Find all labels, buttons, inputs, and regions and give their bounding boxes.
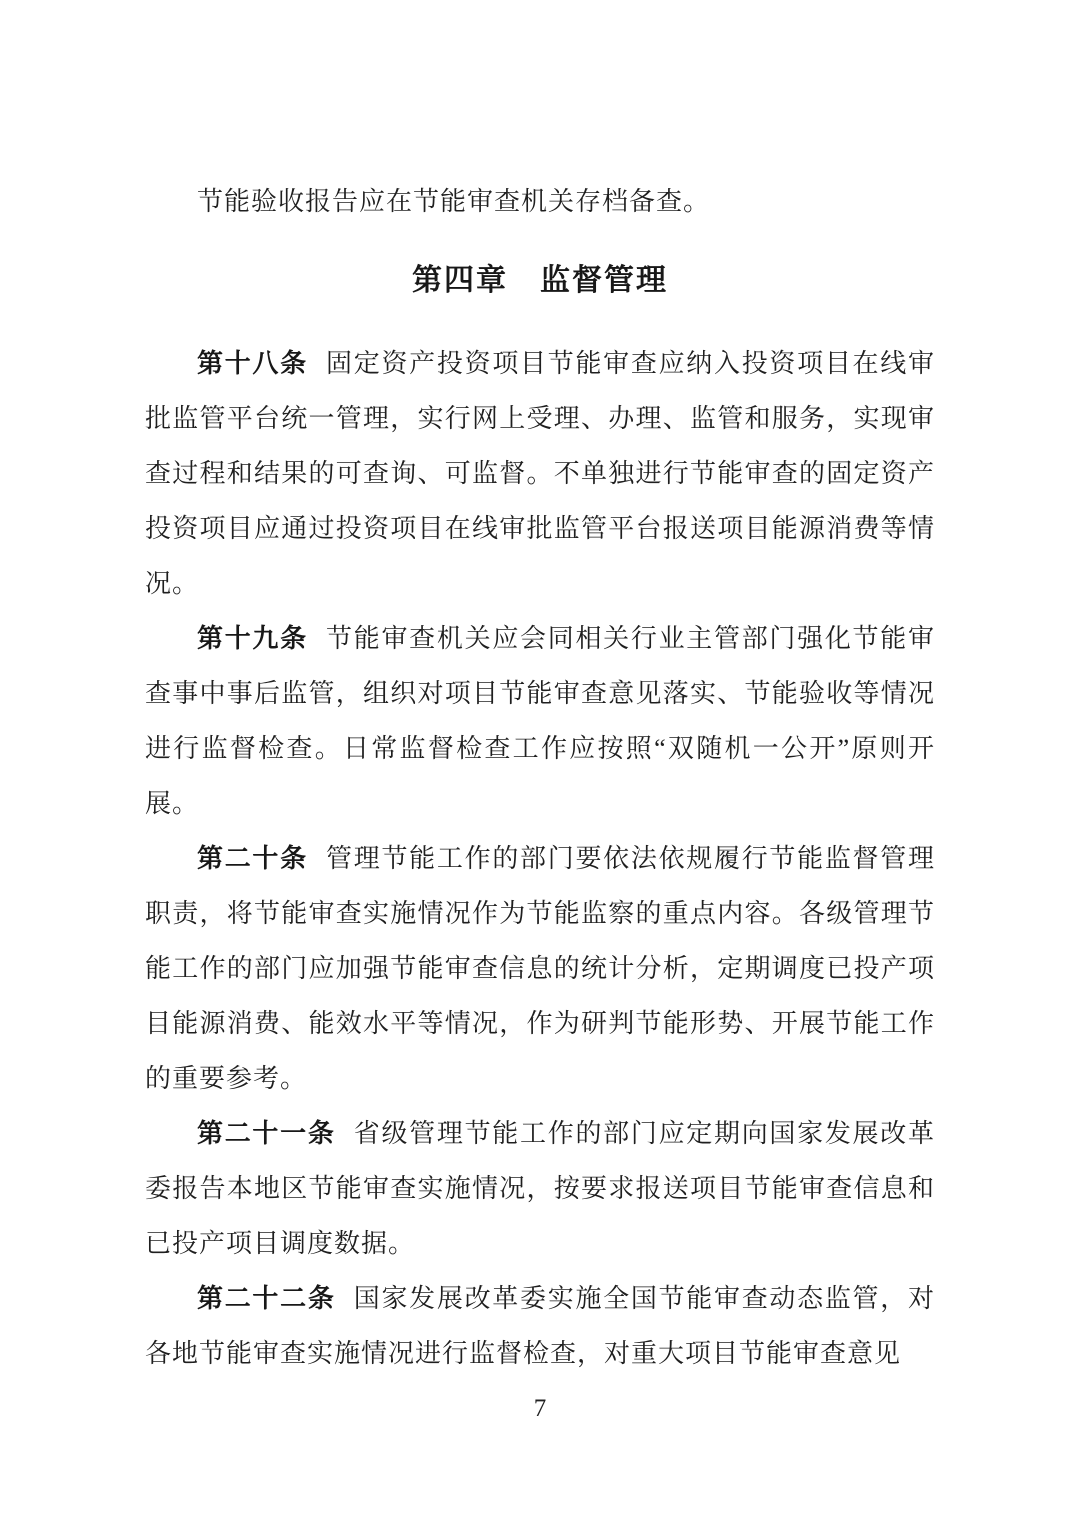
- page-number: 7: [533, 1395, 547, 1422]
- article-paragraph-22: [145, 1271, 935, 1381]
- article-22-text: 国家发展改革委实施全国节能审查动态监管，对各地节能审查实施情况进行监督检查，对重大项目节能审查意见: [145, 1284, 935, 1368]
- article-18-label: 第十八条: [197, 349, 308, 378]
- article-19-label: 第十九条: [197, 624, 308, 653]
- article-22-label: 第二十二条: [197, 1284, 336, 1313]
- article-paragraph-18: [145, 336, 935, 611]
- continuation-paragraph: 节能验收报告应在节能审查机关存档备查。: [197, 187, 711, 216]
- article-18-text: 固定资产投资项目节能审查应纳入投资项目在线审批监管平台统一管理，实行网上受理、办理、监管和服务，实现审查过程和结果的可查询、可监督。不单独进行节能审查的固定资产投资项目应通过投资项目在线审批监管平台报送项目能源消费等情况。: [145, 349, 935, 598]
- article-19-text: 节能审查机关应会同相关行业主管部门强化节能审查事中事后监管，组织对项目节能审查意见落实、节能验收等情况进行监督检查。日常监督检查工作应按照“双随机一公开”原则开展。: [145, 624, 935, 818]
- article-20-text: 管理节能工作的部门要依法依规履行节能监督管理职责，将节能审查实施情况作为节能监察的重点内容。各级管理节能工作的部门应加强节能审查信息的统计分析，定期调度已投产项目能源消费、能效水平等情况，作为研判节能形势、开展节能工作的重要参考。: [145, 844, 935, 1093]
- article-paragraph-20: [145, 831, 935, 1106]
- article-21-label: 第二十一条: [197, 1119, 336, 1148]
- article-20-label: 第二十条: [197, 844, 308, 873]
- chapter-heading: 第四章 监督管理: [412, 264, 668, 297]
- article-paragraph-19: [145, 611, 935, 831]
- article-21-text: 省级管理节能工作的部门应定期向国家发展改革委报告本地区节能审查实施情况，按要求报送项目节能审查信息和已投产项目调度数据。: [145, 1119, 935, 1258]
- article-paragraph-21: [145, 1106, 935, 1271]
